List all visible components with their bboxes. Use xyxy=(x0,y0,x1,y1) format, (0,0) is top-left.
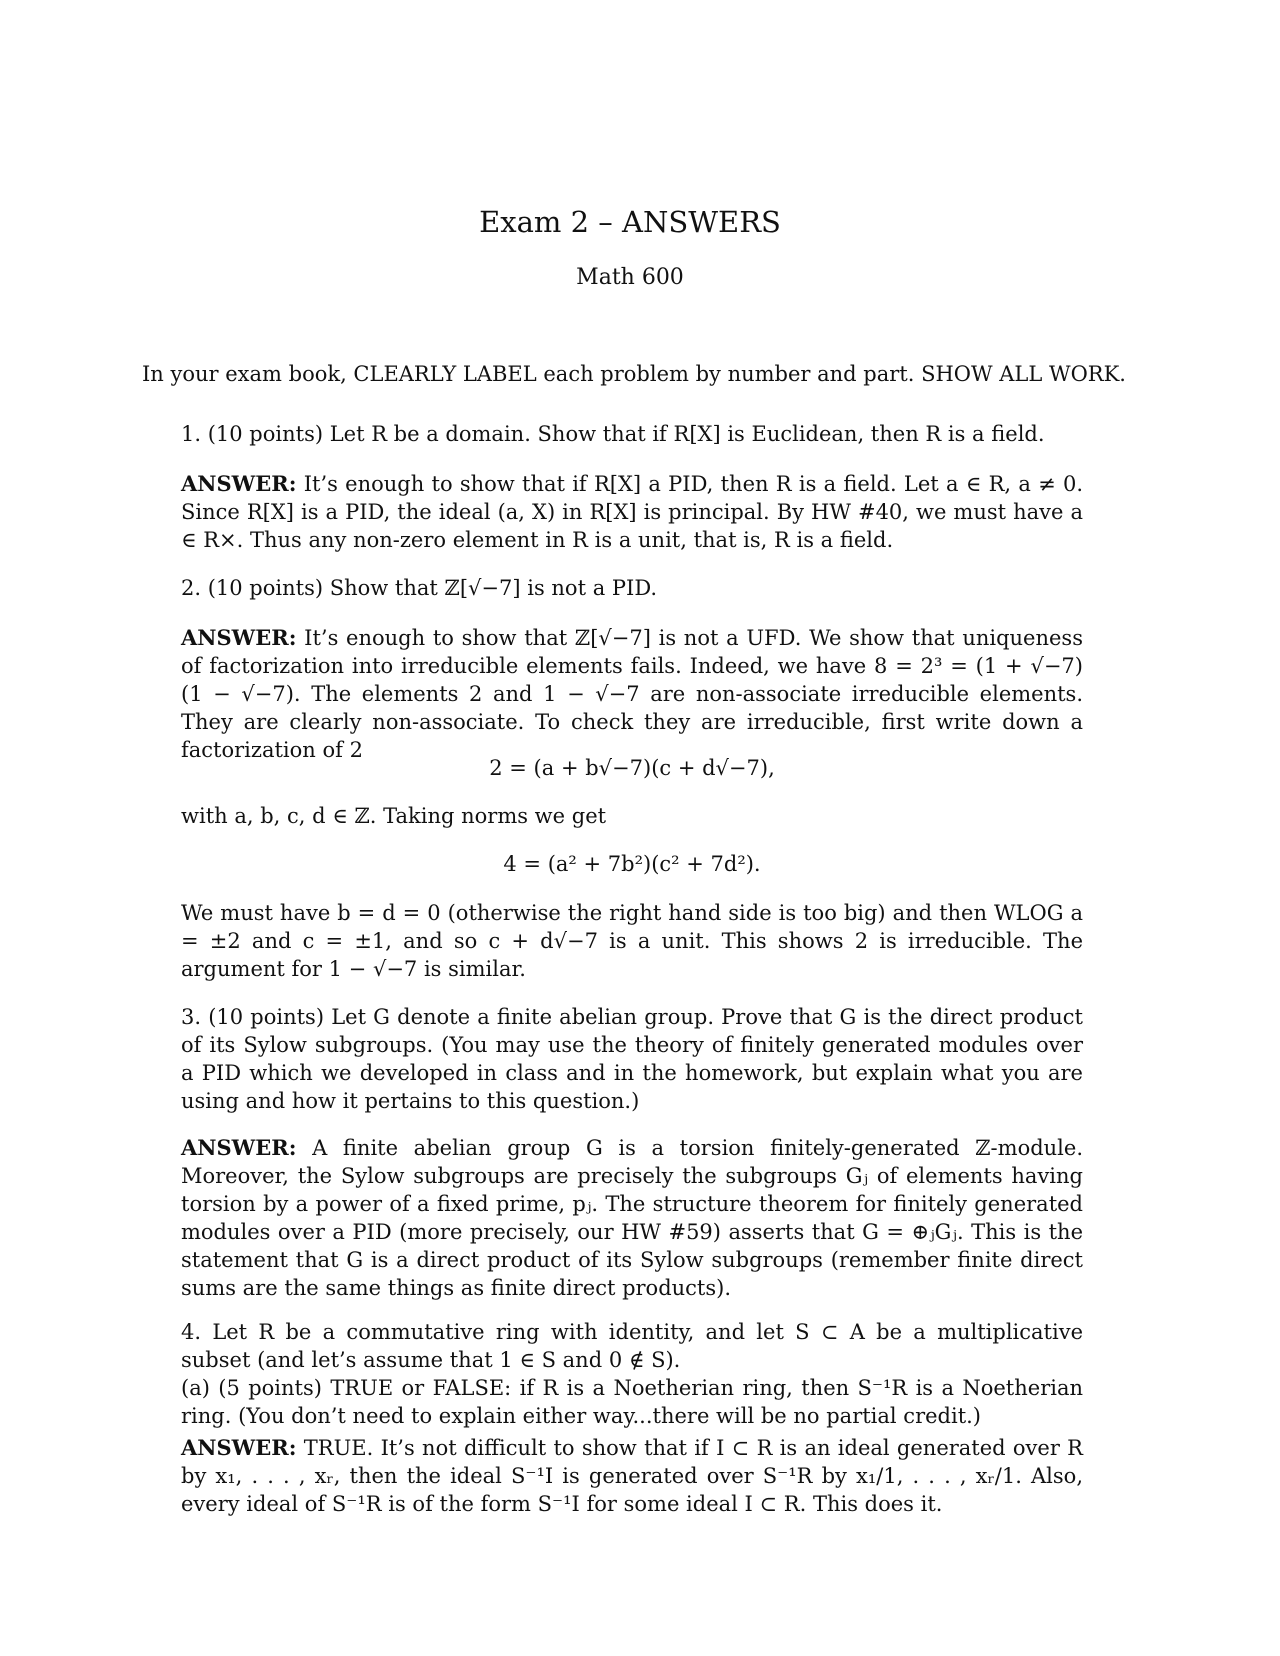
problem-3-answer xyxy=(181,1134,1083,1302)
problem-1-answer xyxy=(181,470,1083,554)
problem-3-answer-text: A finite abelian group G is a torsion finitely-generated ℤ-module. Moreover, the Sylow subgroups are precisely the subgroups Gⱼ of elements having torsion by a power of a fixed prime, pⱼ. The structure theorem for finitely generated modules over a PID (more precisely, our HW #59) asserts that G = ⊕ⱼGⱼ. This is the statement that G is a direct product of its Sylow subgroups (remember finite direct sums are the same things as finite direct products). xyxy=(181,1136,1083,1300)
problem-3 xyxy=(181,1003,1083,1115)
problem-4-answer-text: TRUE. It’s not difficult to show that if I ⊂ R is an ideal generated over R by x₁, . . . , xᵣ, then the ideal S⁻¹I is generated over S⁻¹R by x₁/1, . . . , xᵣ/1. Also, every ideal of S⁻¹R is of the form S⁻¹I for some ideal I ⊂ R. This does it. xyxy=(181,1436,1083,1516)
page-title: Exam 2 – ANSWERS xyxy=(479,205,781,239)
problem-3-question: 3. (10 points) Let G denote a finite abelian group. Prove that G is the direct product of its Sylow subgroups. (You may use the theory of finitely generated modules over a PID which we developed in class and in the homework, but explain what you are using and how it pertains to this question.) xyxy=(181,1005,1083,1113)
problem-2-question: 2. (10 points) Show that ℤ[√−7] is not a PID. xyxy=(181,576,658,600)
instructions: In your exam book, CLEARLY LABEL each problem by number and part. SHOW ALL WORK. xyxy=(142,362,1126,386)
answer-label: ANSWER: xyxy=(181,471,297,496)
problem-4-part-a: (a) (5 points) TRUE or FALSE: if R is a Noetherian ring, then S⁻¹R is a Noetherian ring. (You don’t need to explain either way...there will be no partial credit.) xyxy=(181,1376,1083,1428)
course-subtitle: Math 600 xyxy=(576,265,684,290)
problem-1-answer-text: It’s enough to show that if R[X] a PID, then R is a field. Let a ∈ R, a ≠ 0. Since R[X] is a PID, the ideal (a, X) in R[X] is principal. By HW #40, we must have a ∈ R×. Thus any non-zero element in R is a unit, that is, R is a field. xyxy=(181,472,1083,552)
problem-4 xyxy=(181,1318,1083,1518)
problem-1 xyxy=(181,420,1083,448)
problem-2-answer xyxy=(181,624,1083,764)
problem-2-conclusion: We must have b = d = 0 (otherwise the right hand side is too big) and then WLOG a = ±2 and c = ±1, and so c + d√−7 is a unit. This shows 2 is irreducible. The argument for 1 − √−7 is similar. xyxy=(181,901,1083,981)
problem-2 xyxy=(181,574,1083,602)
answer-label: ANSWER: xyxy=(181,1135,297,1160)
problem-2-answer-text: It’s enough to show that ℤ[√−7] is not a UFD. We show that uniqueness of factorization into irreducible elements fails. Indeed, we have 8 = 2³ = (1 + √−7)(1 − √−7). The elements 2 and 1 − √−7 are non-associate irreducible elements. They are clearly non-associate. To check they are irreducible, first write down a factorization of 2 xyxy=(181,626,1083,762)
answer-label: ANSWER: xyxy=(181,1435,297,1460)
problem-1-question: 1. (10 points) Let R be a domain. Show that if R[X] is Euclidean, then R is a field. xyxy=(181,422,1045,446)
problem-4-question: 4. Let R be a commutative ring with identity, and let S ⊂ A be a multiplicative subset (and let’s assume that 1 ∈ S and 0 ∉ S). xyxy=(181,1320,1083,1372)
answer-label: ANSWER: xyxy=(181,625,297,650)
problem-2-middle: with a, b, c, d ∈ ℤ. Taking norms we get xyxy=(181,804,607,828)
equation-factorization: 2 = (a + b√−7)(c + d√−7), xyxy=(489,756,775,780)
equation-norms: 4 = (a² + 7b²)(c² + 7d²). xyxy=(503,852,761,876)
